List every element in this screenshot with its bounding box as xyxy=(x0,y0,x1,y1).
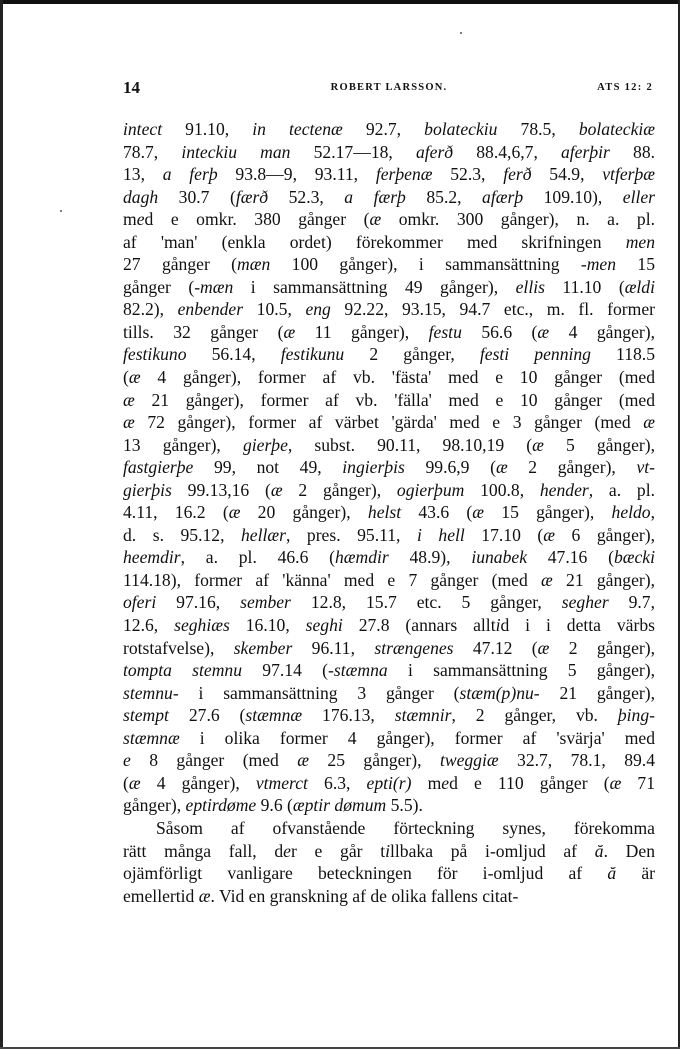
italic-term: -stæmna xyxy=(328,660,388,681)
book-page xyxy=(123,78,655,907)
italic-term: æ xyxy=(297,750,310,771)
italic-term: -men xyxy=(580,254,617,275)
italic-term: skember xyxy=(233,637,293,658)
italic-term: bolateckiu xyxy=(424,119,498,139)
italic-term: heemdir xyxy=(123,547,181,568)
italic-term: æ xyxy=(123,412,135,433)
italic-term: dagh xyxy=(123,186,159,207)
text-line: 82.2), enbender 10.5, eng 92.22, 93.15, 94.7 etc., m. fl. former xyxy=(123,299,656,320)
italic-term: iunabek xyxy=(471,547,528,568)
italic-term: festu xyxy=(428,321,462,342)
italic-term: intect xyxy=(123,119,163,139)
italic-term: fastgierþe xyxy=(123,457,194,478)
italic-term: festikunu xyxy=(280,344,345,365)
italic-term: ingierþis xyxy=(342,457,405,478)
italic-term: ferþenæ xyxy=(375,164,433,185)
text-line: med e omkr. 380 gånger (æ omkr. 300 gånger), n. a. pl. xyxy=(123,209,655,230)
text-line: rotstafvelse), skember 96.11, strængenes 47.12 (æ 2 gånger), xyxy=(123,637,655,658)
text-line: (æ 4 gånger), former af vb. 'fästa' med e 10 gånger (med xyxy=(123,367,655,388)
italic-term: heldo xyxy=(611,502,651,523)
text-line: oferi 97.16, sember 12.8, 15.7 etc. 5 gånger, segher 9.7, xyxy=(123,592,655,613)
italic-term: gierþe xyxy=(242,434,288,455)
italic-term: festi penning xyxy=(479,344,591,365)
italic-term: stæm(p)nu- xyxy=(459,682,540,703)
italic-term: æ xyxy=(537,321,550,342)
italic-term: stæmnæ xyxy=(245,705,303,726)
text-line: rätt många fall, der e går tillbaka på i-omljud af ă. Den xyxy=(123,840,655,861)
italic-term: ferð xyxy=(503,164,532,185)
italic-term: in tectenæ xyxy=(252,119,343,139)
italic-term: i xyxy=(495,615,501,636)
text-line: e 8 gånger (med æ 25 gånger), tweggiæ 32.7, 78.1, 89.4 xyxy=(123,750,655,771)
text-line: 114.18), former af 'känna' med e 7 gånger (med æ 21 gånger), xyxy=(123,569,655,590)
italic-term: ældi xyxy=(624,276,655,297)
series-reference: ATS 12: 2 xyxy=(597,82,653,93)
italic-term: stæmnæ xyxy=(123,727,180,748)
italic-term: bolateckiæ xyxy=(578,119,656,139)
italic-term: þing- xyxy=(617,705,656,726)
italic-term: eng xyxy=(305,299,331,320)
italic-term: mæn xyxy=(237,254,271,275)
italic-term: e xyxy=(211,412,220,433)
body-text xyxy=(123,118,655,907)
italic-term: e xyxy=(136,209,145,230)
scan-speck xyxy=(460,32,462,34)
italic-term: færð xyxy=(235,186,269,207)
italic-term: stempt xyxy=(123,705,169,726)
italic-term: æptir dømum xyxy=(292,795,387,816)
italic-term: festikuno xyxy=(123,344,187,365)
page-number: 14 xyxy=(123,78,140,97)
text-line: intect 91.10, in tectenæ 92.7, bolateckiu 78.5, bolateckiæ xyxy=(123,119,656,139)
italic-term: -mæn xyxy=(194,276,234,297)
text-line: gånger), eptirdøme 9.6 (æptir dømum 5.5). xyxy=(123,795,423,816)
italic-term: æ xyxy=(128,772,141,793)
text-line: emellertid æ. Vid en granskning af de olika fallens citat- xyxy=(123,885,519,906)
text-line: fastgierþe 99, not 49, ingierþis 99.6,9 (æ 2 gånger), vt- xyxy=(123,457,656,478)
text-line: 4.11, 16.2 (æ 20 gånger), helst 43.6 (æ 15 gånger), heldo, xyxy=(123,502,656,523)
italic-term: segher xyxy=(561,592,609,613)
italic-term: æ xyxy=(228,502,241,523)
text-line: stæmnæ i olika former 4 gånger), former af 'svärja' med xyxy=(123,727,655,748)
italic-term: epti(r) xyxy=(366,772,412,793)
italic-term: men xyxy=(625,231,655,252)
italic-term: seghiæs xyxy=(174,615,230,636)
text-line: 13 gånger), gierþe, subst. 90.11, 98.10,19 (æ 5 gånger), xyxy=(123,434,656,455)
text-line: ojämförligt vanligare beteckningen för i-omljud af ă är xyxy=(123,863,655,884)
italic-term: æ xyxy=(198,885,211,906)
italic-term: e xyxy=(219,389,228,410)
text-line: (æ 4 gånger), vtmerct 6.3, epti(r) med e 110 gånger (æ 71 xyxy=(123,772,656,793)
italic-term: æ xyxy=(537,637,550,658)
italic-term: a ferþ xyxy=(162,164,218,185)
italic-term: æ xyxy=(283,321,296,342)
italic-term: seghi xyxy=(305,615,343,636)
italic-term: ogierþum xyxy=(396,479,465,500)
italic-term: e xyxy=(283,840,291,861)
italic-term: æ xyxy=(541,569,553,590)
italic-term: helst xyxy=(367,502,402,523)
italic-term: vtferþæ xyxy=(602,164,656,185)
italic-term: æ xyxy=(270,479,283,500)
scan-border-top xyxy=(0,0,680,4)
scan-border-left xyxy=(0,0,3,1049)
italic-term: hender xyxy=(539,479,589,500)
italic-term: afærþ xyxy=(482,186,524,207)
italic-term: bæcki xyxy=(613,547,655,568)
italic-term: tweggiæ xyxy=(439,750,499,771)
italic-term: inteckiu man xyxy=(181,141,291,162)
italic-term: æ xyxy=(495,457,508,478)
italic-term: æ xyxy=(643,412,655,433)
italic-term: a færþ xyxy=(344,186,406,207)
text-line: stemnu- i sammansättning 3 gånger (stæm(p)nu- 21 gånger), xyxy=(123,682,656,703)
text-line: dagh 30.7 (færð 52.3, a færþ 85.2, afærþ 109.10), eller xyxy=(123,186,656,207)
italic-term: æ xyxy=(123,389,135,410)
italic-term: eller xyxy=(622,186,656,207)
text-line: 27 gånger (mæn 100 gånger), i sammansättning -men 15 xyxy=(123,254,655,275)
italic-term: i hell xyxy=(416,524,465,545)
text-line: tills. 32 gånger (æ 11 gånger), festu 56.6 (æ 4 gånger), xyxy=(123,321,655,342)
italic-term: i xyxy=(385,840,391,861)
running-head xyxy=(123,78,655,102)
italic-term: aferð xyxy=(415,141,454,162)
text-line: stempt 27.6 (stæmnæ 176.13, stæmnir, 2 gånger, vb. þing- xyxy=(123,705,656,726)
italic-term: e xyxy=(217,367,225,388)
scan-speck xyxy=(60,210,62,212)
italic-term: sember xyxy=(240,592,291,613)
text-line: gånger (-mæn i sammansättning 49 gånger), ellis 11.10 (ældi xyxy=(123,276,655,297)
italic-term: eptirdøme xyxy=(185,795,257,816)
italic-term: e xyxy=(123,750,131,771)
running-title: ROBERT LARSSON. xyxy=(330,82,448,93)
italic-term: gierþis xyxy=(123,479,172,500)
italic-term: æ xyxy=(609,772,622,793)
text-line: gierþis 99.13,16 (æ 2 gånger), ogierþum 100.8, hender, a. pl. xyxy=(123,479,655,500)
text-line: 13, a ferþ 93.8—9, 93.11, ferþenæ 52.3, ferð 54.9, vtferþæ xyxy=(123,164,656,185)
italic-term: oferi xyxy=(123,592,157,613)
italic-term: hellær xyxy=(241,524,286,545)
text-line: tompta stemnu 97.14 (-stæmna i sammansättning 5 gånger), xyxy=(123,660,655,681)
text-line: 12.6, seghiæs 16.10, seghi 27.8 (annars alltid i i detta värbs xyxy=(123,615,655,636)
italic-term: æ xyxy=(532,434,544,455)
text-line: æ 72 gånger), former af värbet 'gärda' med e 3 gånger (med æ xyxy=(123,412,655,433)
italic-term: enbender xyxy=(177,299,244,320)
italic-term: e xyxy=(228,569,237,590)
text-line: d. s. 95.12, hellær, pres. 95.11, i hell 17.10 (æ 6 gånger), xyxy=(123,524,655,545)
italic-term: æ xyxy=(543,524,556,545)
text-line: 78.7, inteckiu man 52.17—18, aferð 88.4,6,7, aferþir 88. xyxy=(123,141,656,162)
text-line: af 'man' (enkla ordet) förekommer med skrifningen men xyxy=(123,231,655,252)
italic-term: stæmnir xyxy=(394,705,452,726)
italic-term: strængenes xyxy=(374,637,454,658)
italic-term: hæmdir xyxy=(334,547,389,568)
italic-term: æ xyxy=(369,209,382,230)
italic-term: æ xyxy=(472,502,485,523)
italic-term: aferþir xyxy=(561,141,610,162)
italic-term: stemnu- xyxy=(123,682,179,703)
italic-term: vt- xyxy=(636,457,656,478)
text-line: heemdir, a. pl. 46.6 (hæmdir 48.9), iunabek 47.16 (bæcki xyxy=(123,547,655,568)
italic-term: vtmerct xyxy=(255,772,308,793)
italic-term: æ xyxy=(128,367,141,388)
italic-term: e xyxy=(441,772,450,793)
text-line: Såsom af ofvanstående förteckning synes, förekomma xyxy=(156,817,655,838)
italic-term: ă xyxy=(607,863,617,884)
italic-term: ellis xyxy=(515,276,545,297)
text-line: festikuno 56.14, festikunu 2 gånger, festi penning 118.5 xyxy=(123,344,655,365)
italic-term: ă xyxy=(594,840,604,861)
text-line: æ 21 gånger), former af vb. 'fälla' med e 10 gånger (med xyxy=(123,389,655,410)
italic-term: tompta stemnu xyxy=(123,660,243,681)
